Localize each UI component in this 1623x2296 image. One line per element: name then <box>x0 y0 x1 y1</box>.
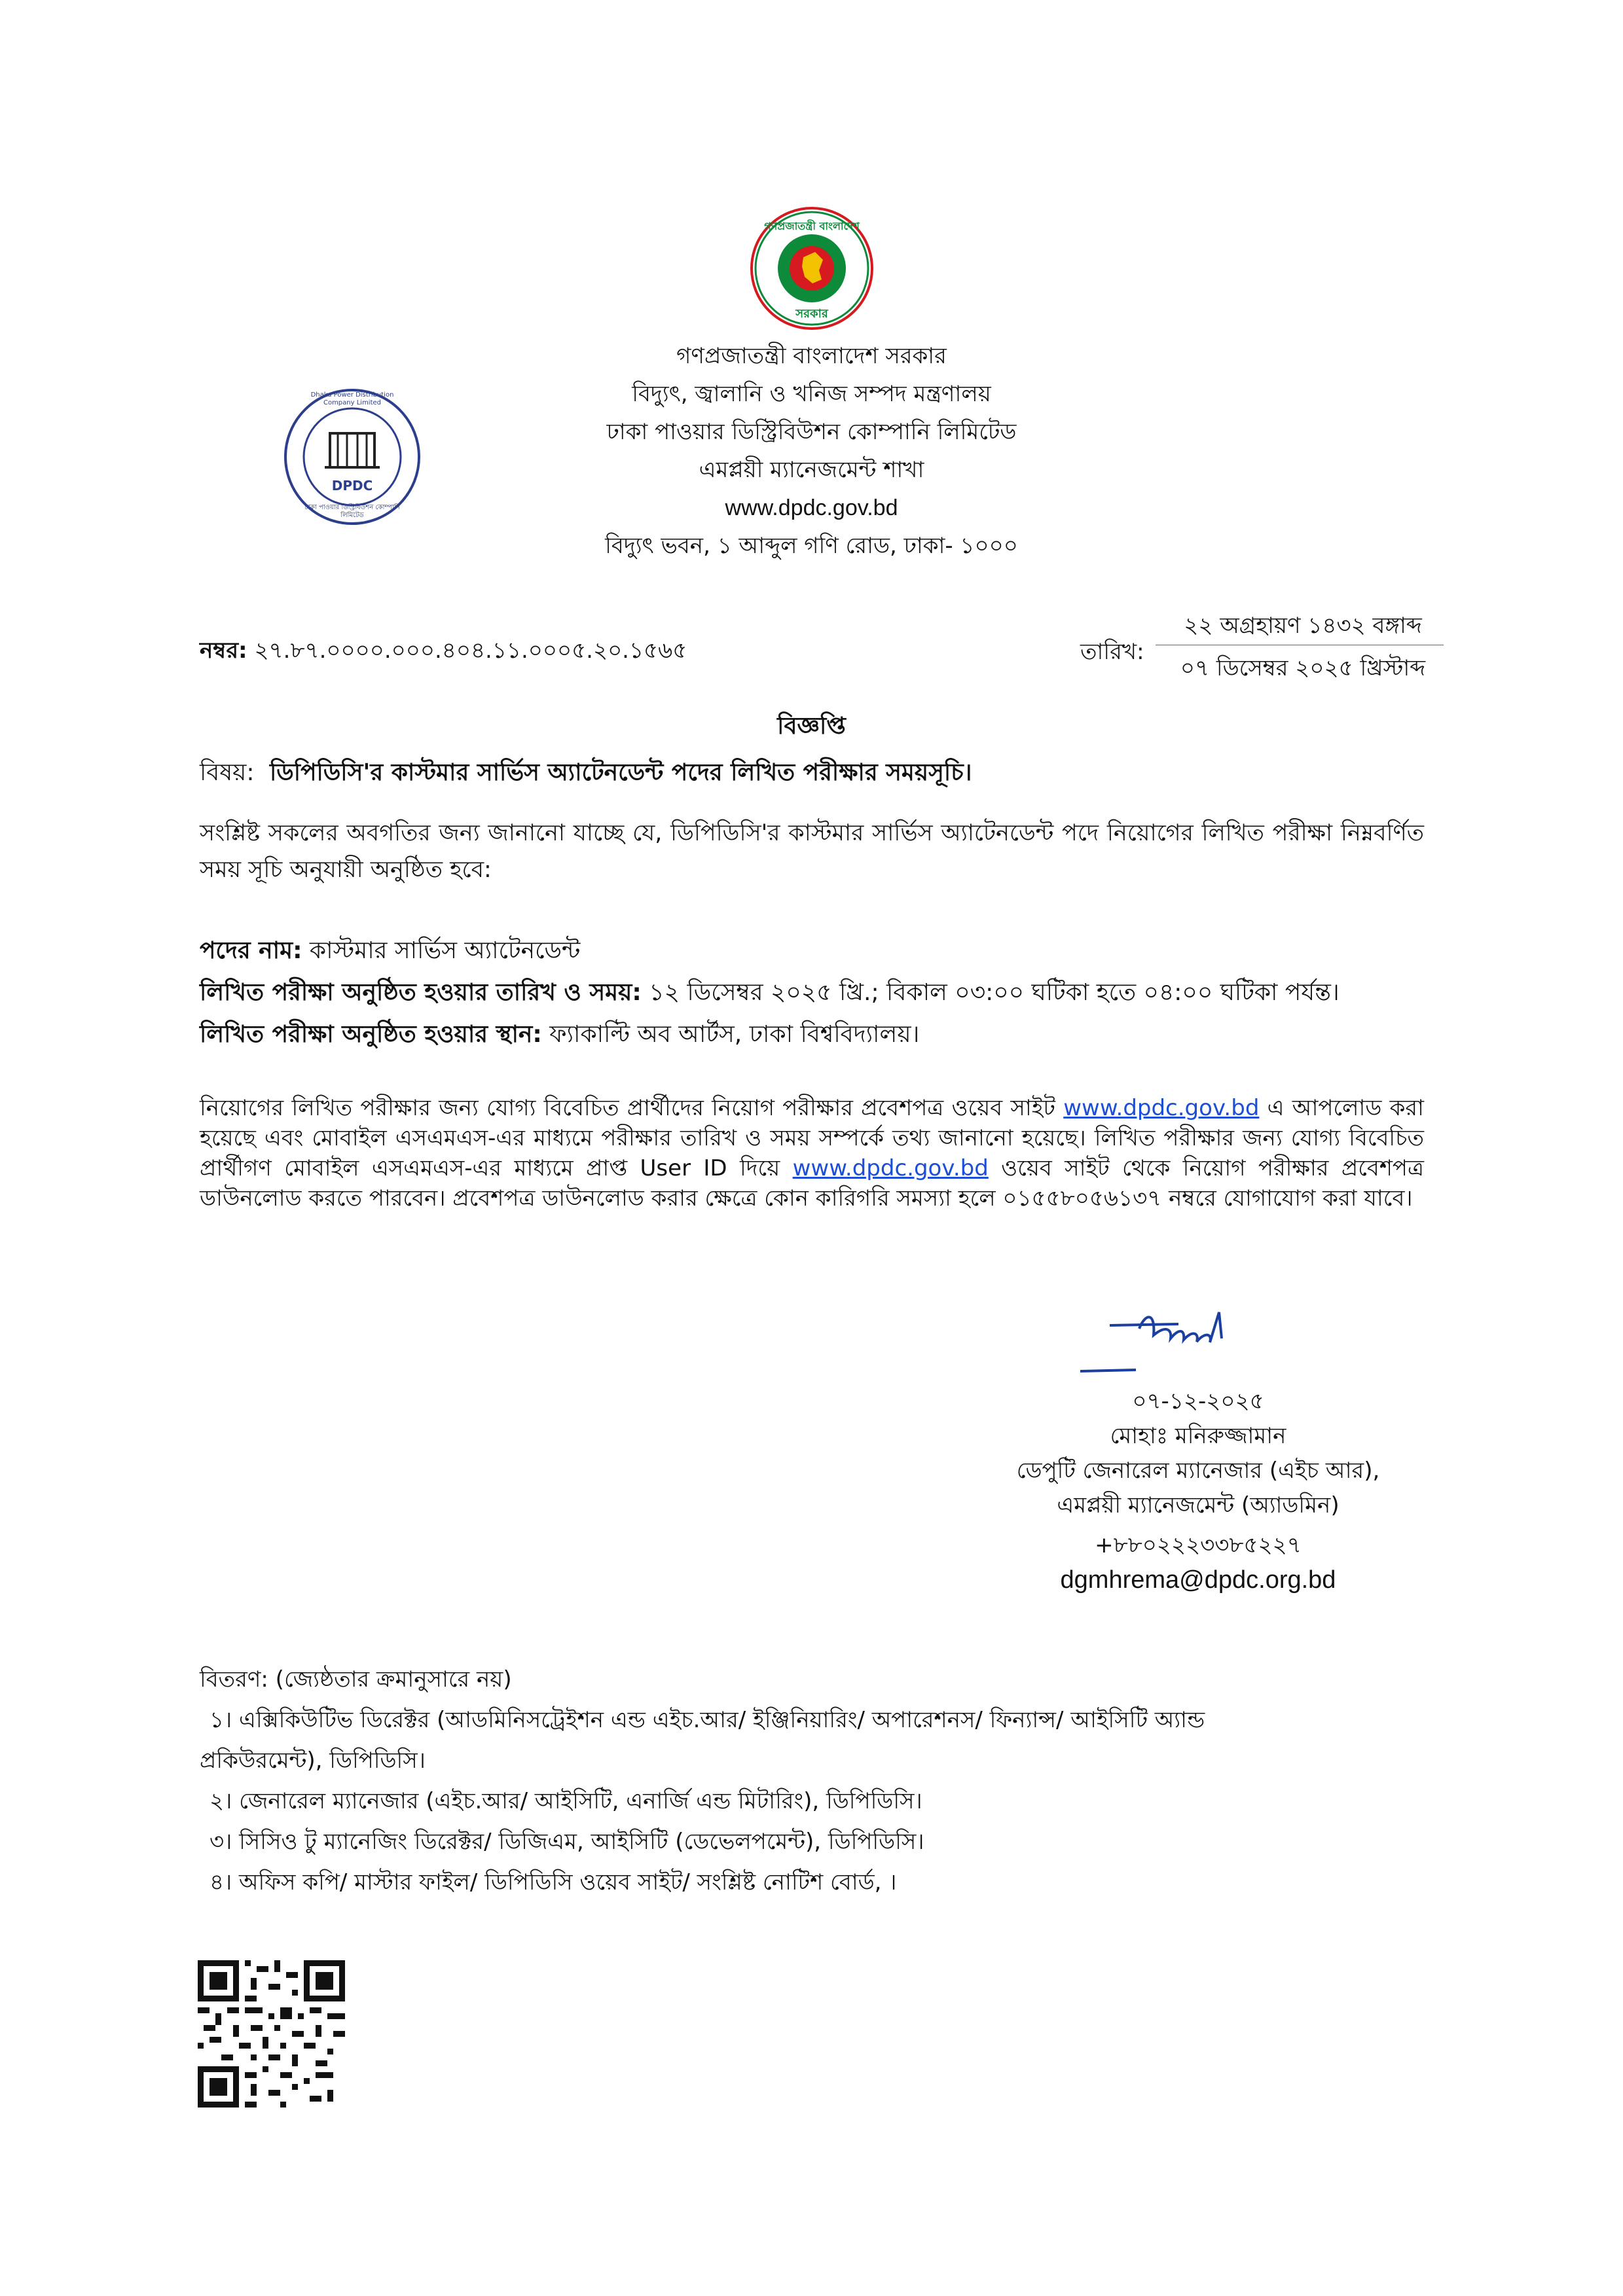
admit-text-part1: নিয়োগের লিখিত পরীক্ষার জন্য যোগ্য বিবেচিত প্রার্থীদের নিয়োগ পরীক্ষার প্রবেশপত্র ওয়েব সাইট <box>200 1095 1055 1121</box>
subject-text: ডিপিডিসি'র কাস্টমার সার্ভিস অ্যাটেনডেন্ট পদের লিখিত পরীক্ষার সময়সূচি। <box>269 759 972 786</box>
intro-paragraph: সংশ্লিষ্ট সকলের অবগতির জন্য জানানো যাচ্ছে যে, ডিপিডিসি'র কাস্টমার সার্ভিস অ্যাটেনডেন্ট পদে নিয়োগের লিখিত পরীক্ষা নিম্নবর্ণিত সময় সূচি অনুযায়ী অনুষ্ঠিত হবে: <box>200 820 1424 883</box>
dpdc-logo-abbr: DPDC <box>331 478 373 493</box>
notice-title: বিজ্ঞপ্তি <box>777 713 846 740</box>
exam-venue-value: ফ্যাকাল্টি অব আর্টস, ঢাকা বিশ্ববিদ্যালয়। <box>549 1021 920 1048</box>
header-line-ministry: বিদ্যুৎ, জ্বালানি ও খনিজ সম্পদ মন্ত্রণালয় <box>632 381 991 407</box>
signatory-name: মোহাঃ মনিরুজ্জামান <box>1110 1423 1286 1449</box>
dpdc-logo-ring-text-bn: ঢাকা পাওয়ার ডিস্ট্রিবিউশন কোম্পানি লিমিটেড <box>304 504 400 519</box>
signature-image <box>1074 1299 1270 1384</box>
signatory-designation-2: এমপ্লয়ী ম্যানেজমেন্ট (অ্যাডমিন) <box>1057 1492 1340 1518</box>
header-line-company: ঢাকা পাওয়ার ডিস্ট্রিবিউশন কোম্পানি লিমিটেড <box>606 419 1017 445</box>
distribution-item: ৩। সিসিও টু ম্যানেজিং ডিরেক্টর/ ডিজিএম, আইসিটি (ডেভেলপমেন্ট), ডিপিডিসি। <box>210 1829 924 1855</box>
admit-card-paragraph <box>200 1093 1424 1213</box>
memo-number-value: ২৭.৮৭.০০০০.০০০.৪০৪.১১.০০০৫.২০.১৫৬৫ <box>254 637 687 664</box>
header-line-government: গণপ্রজাতন্ত্রী বাংলাদেশ সরকার <box>676 343 947 369</box>
post-name-value: কাস্টমার সার্ভিস অ্যাটেনডেন্ট <box>309 937 581 964</box>
distribution-item: প্রকিউরমেন্ট), ডিপিডিসি। <box>200 1748 426 1774</box>
exam-venue-row <box>200 1016 919 1056</box>
subject-line <box>200 755 972 794</box>
header-website[interactable]: www.dpdc.gov.bd <box>725 495 898 520</box>
distribution-heading: বিতরণ: (জ্যেষ্ঠতার ক্রমানুসারে নয়) <box>200 1666 512 1693</box>
exam-venue-label: লিখিত পরীক্ষা অনুষ্ঠিত হওয়ার স্থান: <box>200 1021 542 1048</box>
header-line-department: এমপ্লয়ী ম্যানেজমেন্ট শাখা <box>699 457 924 483</box>
qr-code <box>198 1960 345 2108</box>
distribution-item: ২। জেনারেল ম্যানেজার (এইচ.আর/ আইসিটি, এনার্জি এন্ড মিটারিং), ডিপিডিসি। <box>210 1788 922 1814</box>
dpdc-website-link-2[interactable]: www.dpdc.gov.bd <box>792 1155 989 1181</box>
post-name-row <box>200 933 580 972</box>
post-name-label: পদের নাম: <box>200 937 302 964</box>
exam-datetime-value: ১২ ডিসেম্বর ২০২৫ খ্রি.; বিকাল ০৩:০০ ঘটিকা হতে ০৪:০০ ঘটিকা পর্যন্ত। <box>649 979 1340 1006</box>
date-label: তারিখ: <box>1080 639 1144 665</box>
emblem-bottom-text: সরকার <box>795 307 828 321</box>
signature-date: ০৭-১২-২০২৫ <box>1132 1388 1264 1414</box>
admit-text-part2: এ আপলোড করা হয়েছে এবং মোবাইল এসএমএস-এর মাধ্যমে পরীক্ষার তারিখ ও সময় সম্পর্কে তথ্য জানানো হয়েছে। লিখিত পরীক্ষার জন্য যোগ্য বিবেচিত প্রার্থীগণ মোবাইল এসএমএস-এর মাধ্যমে প্রাপ্ত User ID দিয়ে <box>200 1095 1424 1181</box>
subject-label: বিষয়: <box>200 759 255 786</box>
emblem-top-text: গণপ্রজাতন্ত্রী বাংলাদেশ <box>764 220 860 232</box>
signatory-email[interactable]: dgmhrema@dpdc.org.bd <box>1060 1566 1336 1594</box>
header-address: বিদ্যুৎ ভবন, ১ আব্দুল গণি রোড, ঢাকা- ১০০০ <box>605 533 1018 559</box>
dpdc-website-link[interactable]: www.dpdc.gov.bd <box>1063 1095 1260 1121</box>
exam-datetime-label: লিখিত পরীক্ষা অনুষ্ঠিত হওয়ার তারিখ ও সময়: <box>200 979 642 1006</box>
memo-number-label: নম্বর: <box>200 637 247 664</box>
signatory-designation-1: ডেপুটি জেনারেল ম্যানেজার (এইচ আর), <box>1016 1458 1380 1484</box>
distribution-item: ১। এক্সিকিউটিভ ডিরেক্টর (আডমিনিসট্রেইশন এন্ড এইচ.আর/ ইঞ্জিনিয়ারিং/ অপারেশনস/ ফিন্যান্স/ আইসিটি অ্যান্ড <box>210 1707 1205 1733</box>
exam-datetime-row <box>200 975 1340 1014</box>
distribution-item: ৪। অফিস কপি/ মাস্টার ফাইল/ ডিপিডিসি ওয়েব সাইট/ সংশ্লিষ্ট নোটিশ বোর্ড, । <box>210 1869 897 1895</box>
admit-text-part3: ওয়েব সাইট থেকে নিয়োগ পরীক্ষার প্রবেশপত্র ডাউনলোড করতে পারবেন। প্রবেশপত্র ডাউনলোড করার ক্ষেত্রে কোন কারিগরি সমস্যা হলে ০১৫৫৮০৫৬১৩৭ নম্বরে যোগাযোগ করা যাবে। <box>200 1155 1424 1211</box>
memo-number <box>200 634 687 671</box>
dpdc-logo-ring-text: Dhaka Power Distribution Company Limited <box>310 391 394 406</box>
signatory-phone: +৮৮০২২২৩৩৮৫২২৭ <box>1095 1532 1302 1558</box>
date-gregorian: ০৭ ডিসেম্বর ২০২৫ খ্রিস্টাব্দ <box>1180 655 1426 681</box>
date-bangla: ২২ অগ্রহায়ণ ১৪৩২ বঙ্গাব্দ <box>1184 613 1422 639</box>
